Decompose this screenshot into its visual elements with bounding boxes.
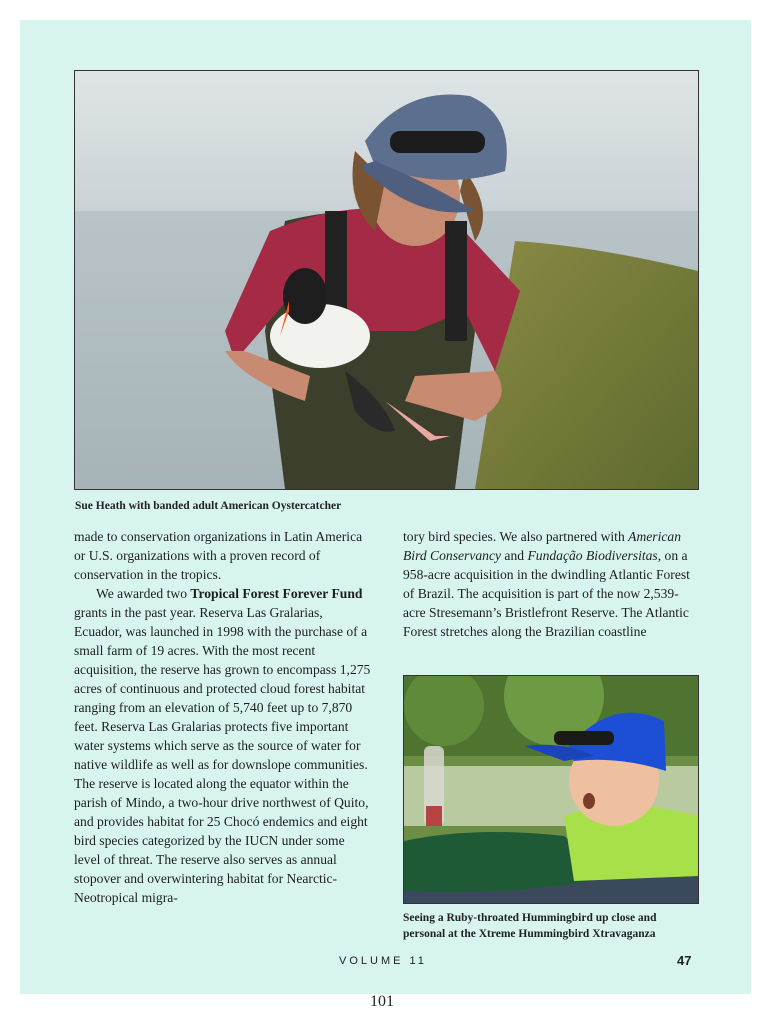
hummingbird-photo — [403, 675, 699, 904]
page-number: 47 — [677, 953, 692, 968]
oystercatcher-photo — [74, 70, 699, 490]
photo1-caption: Sue Heath with banded adult American Oystercatcher — [75, 500, 342, 512]
left-p2: We awarded two Tropical Forest Forever Fund grants in the past year. Reserva Las Gralarias, Ecuador, was launched in 1998 with the purchase of a small farm of 19 acres. With the most recent acquisition, the reserve has grown to encompass 1,275 acres of continuous and protected cloud forest habitat ranging from an elevation of 5,740 feet up to 7,870 feet. Reserva Las Gralarias protects five important water systems which serve as the source of water for native wildlife as well as for downslope communities. The reserve is located along the equator within the parish of Mindo, a two-hour drive northwest of Quito, and provides habitat for 25 Chocó endemics and eight bird species categorized by the IUCN under some level of threat. The reserve also serves as annual stopover and overwintering habitat for Nearctic-Neotropical migra- — [74, 586, 371, 905]
photo2-caption-line1: Seeing a Ruby-throated Hummingbird up close and — [403, 912, 657, 924]
left-p1: made to conservation organizations in Latin America or U.S. organizations with a proven record of conservation in the tropics. — [74, 529, 363, 582]
right-column — [403, 527, 697, 641]
abc-name: American Bird Conservancy — [403, 529, 682, 563]
fundacao-name: Fundação Biodiversitas — [527, 548, 658, 563]
pdf-page-number: 101 — [370, 993, 394, 1010]
photo2-caption-line2: personal at the Xtreme Hummingbird Xtravaganza — [403, 928, 656, 940]
volume-label: VOLUME 11 — [339, 955, 427, 967]
left-column — [74, 527, 374, 907]
right-p1: tory bird species. We also partnered with American Bird Conservancy and Fundação Biodiversitas, on a 958-acre acquisition in the dwindling Atlantic Forest of Brazil. The acquisition is part of the now 2,539-acre Stresemann’s Bristlefront Reserve. The Atlantic Forest stretches along the Brazilian coastline — [403, 529, 690, 639]
fund-name: Tropical Forest Forever Fund — [190, 586, 363, 601]
photo2-caption — [403, 910, 703, 942]
